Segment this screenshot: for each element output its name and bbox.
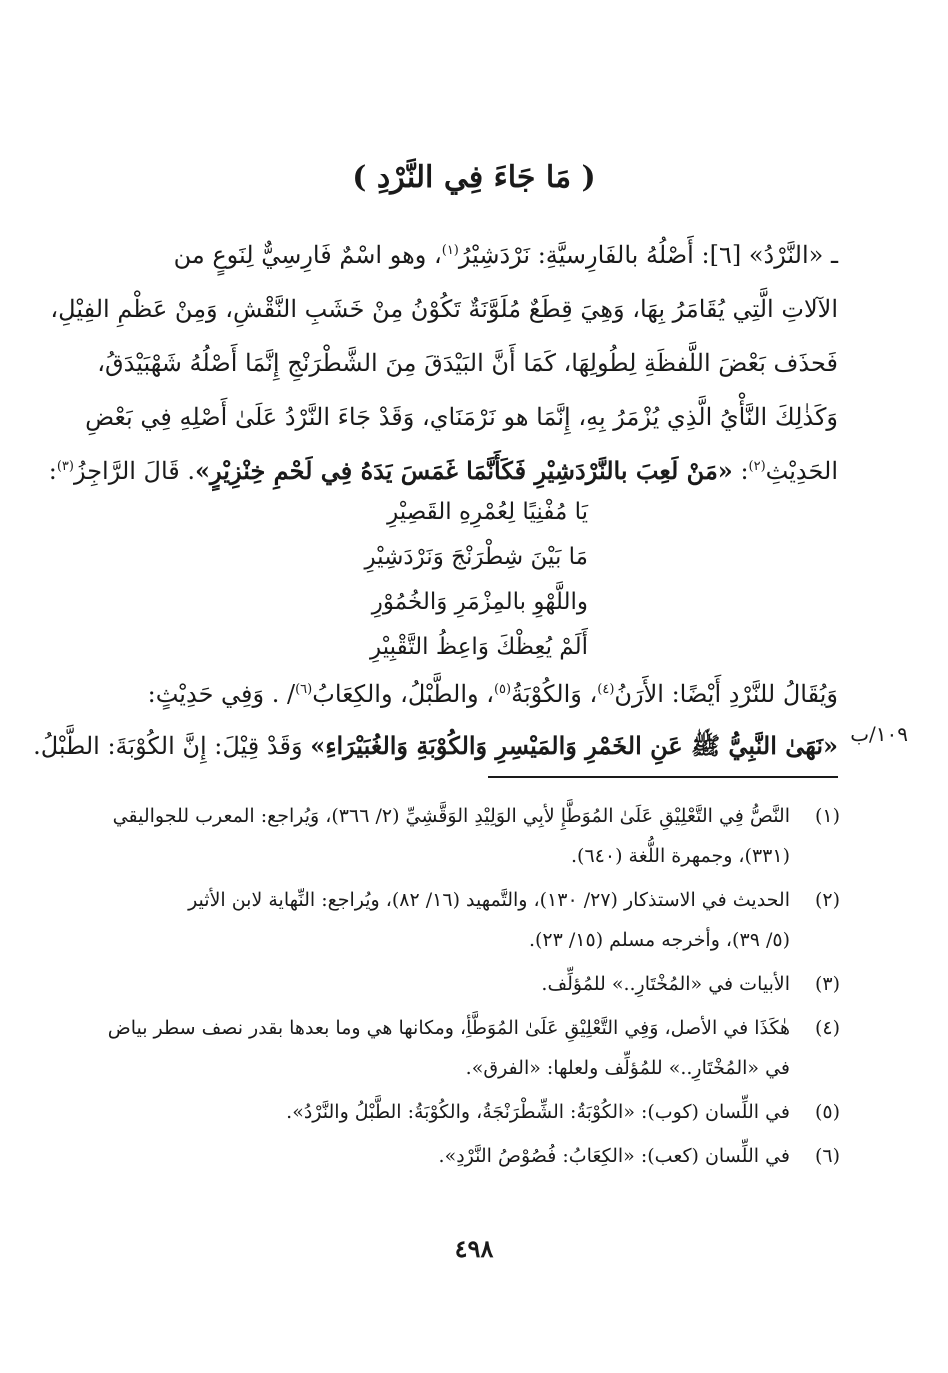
footnote-2 xyxy=(110,880,840,960)
hadith-quote-2: «نَهَىٰ النَّبِيُّ ﷺ عَنِ الخَمْرِ وَالمَيْسِرِ وَالكُوْبَةِ وَالغُبَيْرَاءِ» xyxy=(310,731,838,760)
main-paragraph xyxy=(48,228,838,498)
poem-line-3: واللَّهْوِ بالمِزْمَرِ وَالخُمُوْرِ xyxy=(371,589,588,615)
footnote-text xyxy=(110,1136,790,1176)
footnote-text xyxy=(110,1092,790,1132)
footnote-4 xyxy=(107,1008,840,1088)
footnote-ref-2[interactable]: (٢) xyxy=(748,459,766,474)
poem-line-2: مَا بَيْنَ شِطْرَنْجَ وَنَرْدَشِيْرِ xyxy=(364,544,588,570)
footnote-text xyxy=(110,880,790,960)
body-line-5-colon: : xyxy=(732,457,749,485)
para2-text-b: ، وَالكُوْبَةُ xyxy=(511,680,598,708)
footnote-6-line-1: في اللِّسان (كعب): «الكِعَابُ: فُصُوْصُ النَّرْدِ». xyxy=(438,1145,790,1167)
footnote-4-line-2: في «المُخْتَارِ..» للمُؤلِّف ولعلها: «الفرق». xyxy=(465,1057,790,1079)
footnote-2-line-2: (٥/ ٣٩)، وأخرجه مسلم (١٥/ ٢٣). xyxy=(528,929,790,951)
page-number: ٤٩٨ xyxy=(454,1234,494,1263)
footnote-number: (٣) xyxy=(814,973,840,995)
para2-line-1 xyxy=(110,668,838,720)
footnote-number: (٤) xyxy=(814,1017,840,1039)
para2-text-c: ، والطَّبْلُ، والكِعَابُ xyxy=(312,680,494,708)
body-line-5-end: : xyxy=(48,457,57,485)
footnote-text xyxy=(110,964,790,1004)
poem-line-4: أَلَمْ يُعِظْكَ وَاعِظُ التَّقْبِيْرِ xyxy=(370,634,588,660)
para2-line-2 xyxy=(33,720,838,772)
footnote-1 xyxy=(110,796,840,876)
footnote-5 xyxy=(110,1092,840,1132)
para2-text-a: وَيُقَالُ للنَّرْدِ أَيْضًا: الأَرَنُ xyxy=(614,680,838,708)
footnote-6 xyxy=(110,1136,840,1176)
body-line-1-a: ـ «النَّرْدُ» [٦]: أَصْلُهُ بالفَارِسيَّةِ: نَرْدَشِيْرُ xyxy=(458,241,838,269)
section-title: ( مَا جَاءَ فِي النَّرْدِ ) xyxy=(352,160,596,195)
body-line-1 xyxy=(110,228,838,282)
footnote-separator xyxy=(488,776,838,778)
footnote-text xyxy=(110,796,790,876)
footnote-number: (٥) xyxy=(814,1101,840,1123)
footnote-3-line-1: الأبيات في «المُخْتَارِ..» للمُؤلِّف. xyxy=(541,973,790,995)
footnote-3 xyxy=(110,964,840,1004)
footnote-ref-1[interactable]: (١) xyxy=(441,243,459,258)
manuscript-folio-marker: ١٠٩/ب xyxy=(850,722,908,746)
body-line-3: فَحذَف بَعْضَ اللَّفظَةِ لِطُولِهَا، كَمَا أَنَّ البَيْدَقَ مِنَ الشَّطْرَنْجِ إِنَّمَا أَصْلُهُ شَهْبَيْدَقُ، xyxy=(97,349,838,377)
body-line-1-b: ، وهو اسْمٌ فَارِسِيٌّ لِنَوعٍ من xyxy=(173,241,442,269)
para2-text-d: / . وَفِي حَدِيْثٍ: xyxy=(147,680,296,708)
footnote-2-line-1: الحديث في الاستذكار (٢٧/ ١٣٠)، والتَّمهيد (١٦/ ٨٢)، ويُراجع: النِّهاية لابن الأثير xyxy=(188,889,790,911)
body-line-5-mid: . قَالَ الرَّاجِزُ xyxy=(73,457,196,485)
footnote-ref-5[interactable]: (٥) xyxy=(493,682,512,697)
footnote-text xyxy=(108,1008,790,1088)
footnote-ref-4[interactable]: (٤) xyxy=(597,682,615,697)
para2-text-e: وَقَدْ قِيْلَ: إِنَّ الكُوْبَةَ: الطَّبْلُ. xyxy=(33,732,311,760)
footnote-5-line-1: في اللِّسان (كوب): «الكُوْبَةُ: الشِّطْرَنْجَةُ، والكُوْبَةُ: الطَّبْلُ والنَّرْدُ». xyxy=(286,1101,790,1123)
footnote-1-line-2: (٣٣١)، وجمهرة اللُّغة (٦٤٠). xyxy=(570,845,790,867)
second-paragraph xyxy=(33,668,838,772)
poem-line-1: يَا مُفْنِيًا لِعُمْرِهِ القَصِيْرِ xyxy=(387,499,588,525)
footnote-number: (٢) xyxy=(814,889,840,911)
footnote-number: (١) xyxy=(814,805,840,827)
footnote-ref-6[interactable]: (٦) xyxy=(295,682,313,697)
body-line-4: وَكَذٰلِكَ النَّأْيُ الَّذِي يُزْمَرُ بِهِ، إِنَّمَا هو نَرْمَنَاي، وَقَدْ جَاءَ النَّرْدُ عَلَىٰ أَصْلِهِ فِي بَعْضِ xyxy=(85,403,838,431)
footnote-4-line-1: هٰكَذَا في الأصل، وَفِي التَّعْلِيْقِ عَلَىٰ المُوَطَّأِ، ومكانها هي وما بعدها بقدر نصف سطر بياض xyxy=(107,1017,790,1039)
footnote-1-line-1: النَّصُّ فِي التَّعْلِيْقِ عَلَىٰ المُوَطَّإِ لأبِي الوَلِيْدِ الوَقَّشِيِّ (٢/ ٣٦٦)، وَيُراجع: المعرب للجواليقي xyxy=(112,805,790,827)
body-line-2: الآلاتِ الَّتِي يُقَامَرُ بِهَا، وَهِيَ قِطَعٌ مُلَوَّنَةٌ تَكُوْنُ مِنْ خَشَبِ النَّقْشِ، وَمِنْ عَظْمِ الفِيْلِ، xyxy=(50,295,838,323)
body-line-5-prefix: الحَدِيْثِ xyxy=(765,457,838,485)
poem xyxy=(348,490,588,670)
footnote-number: (٦) xyxy=(814,1145,840,1167)
footnote-ref-3[interactable]: (٣) xyxy=(56,459,74,474)
hadith-quote: «مَنْ لَعِبَ بالنَّرْدَشِيْرِ فَكَأَنَّمَا غَمَسَ يَدَهُ فِي لَحْمِ خِنْزِيْرٍ» xyxy=(195,456,733,485)
footnotes xyxy=(107,796,840,1180)
